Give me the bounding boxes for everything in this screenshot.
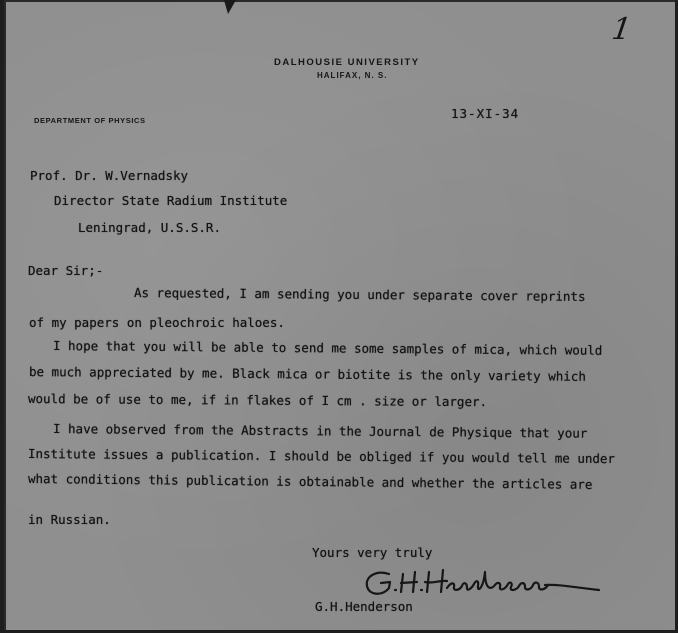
letterhead-university: DALHOUSIE UNIVERSITY	[274, 57, 420, 68]
body-line: in Russian.	[28, 512, 111, 527]
body-line: of my papers on pleochroic haloes.	[29, 315, 285, 330]
letterhead-department: DEPARTMENT OF PHYSICS	[34, 116, 146, 125]
sheet-left-edge	[4, 0, 6, 630]
body-line: I hope that you will be able to send me some samples of mica, which would	[52, 338, 603, 358]
body-line: Institute issues a publication. I should be obliged if you would tell me under	[27, 446, 616, 467]
body-line: I have observed from the Abstracts in the Journal de Physique that your	[52, 421, 588, 441]
sheet-top-edge	[4, 0, 675, 2]
body-line: As requested, I am sending you under separate cover reprints	[133, 285, 586, 304]
signer-name: G.H.Henderson	[315, 599, 413, 614]
body-line: be much appreciated by me. Black mica or biotite is the only variety which	[28, 364, 586, 384]
letter-sheet	[4, 0, 675, 630]
torn-corner-mark	[222, 0, 236, 14]
letter-date: 13-XI-34	[451, 106, 520, 121]
recipient-title: Director State Radium Institute	[54, 193, 288, 208]
salutation: Dear Sir;-	[28, 263, 104, 278]
recipient-name: Prof. Dr. W.Vernadsky	[30, 168, 189, 183]
closing: Yours very truly	[312, 545, 433, 560]
body-line: what conditions this publication is obtainable and whether the articles are	[27, 471, 593, 492]
letterhead-city: HALIFAX, N. S.	[317, 71, 388, 80]
body-line: would be of use to me, if in flakes of I cm . size or larger.	[27, 391, 488, 410]
page-number: 1	[609, 12, 634, 47]
recipient-location: Leningrad, U.S.S.R.	[78, 220, 221, 235]
